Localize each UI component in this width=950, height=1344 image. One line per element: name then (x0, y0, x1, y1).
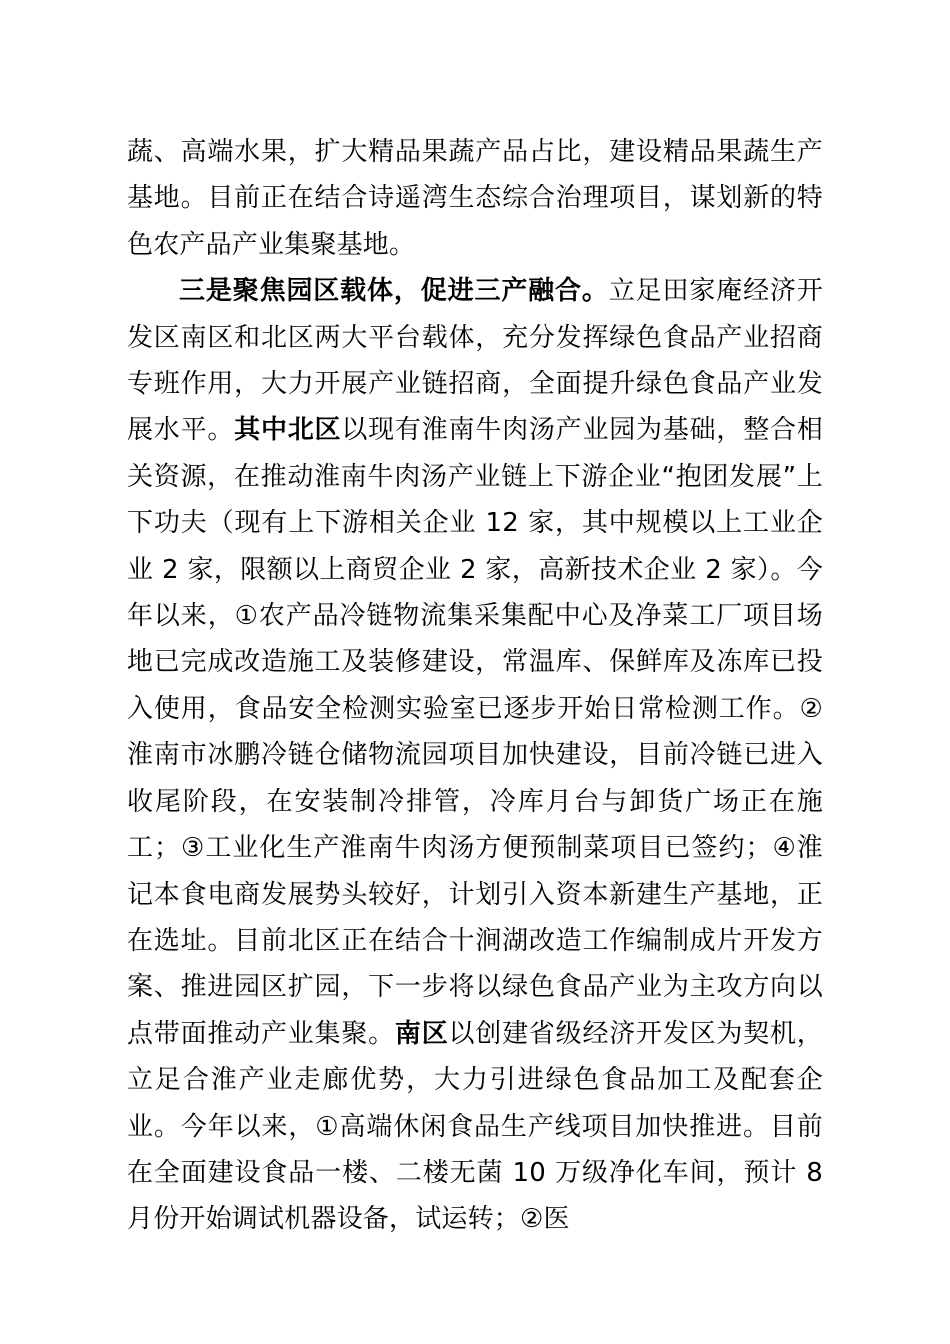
section-heading: 三是聚焦园区载体，促进三产融合。 (179, 276, 609, 307)
section-intro: 立足田家庵经济开发区南区和北区两大平台载体，充分发挥绿色食品产业招商专班作用，大力开展产业链招商，全面提升绿色食品产业发展水平。 (127, 276, 823, 446)
document-body (127, 129, 823, 1243)
paragraph-continuation: 蔬、高端水果，扩大精品果蔬产品占比，建设精品果蔬生产基地。目前正在结合诗遥湾生态综合治理项目，谋划新的特色农产品产业集聚基地。 (127, 137, 823, 260)
north-district-label: 其中北区 (234, 415, 342, 446)
paragraph-park-integration (127, 268, 823, 1243)
south-district-text: 以创建省级经济开发区为契机，立足合淮产业走廊优势，大力引进绿色食品加工及配套企业。今年以来，①高端休闲食品生产线项目加快推进。目前在全面建设食品一楼、二楼无菌 10 万级净化车间，预计 8 月份开始调试机器设备，试运转；②医 (127, 1018, 823, 1235)
north-district-text: 以现有淮南牛肉汤产业园为基础，整合相关资源，在推动淮南牛肉汤产业链上下游企业“抱团发展”上下功夫（现有上下游相关企业 12 家，其中规模以上工业企业 2 家，限额以上商贸企业 2 家，高新技术企业 2 家）。今年以来，①农产品冷链物流集采集配中心及净菜工厂项目场地已完成改造施工及装修建设，常温库、保鲜库及冻库已投入使用，食品安全检测实验室已逐步开始日常检测工作。②淮南市冰鹏冷链仓储物流园项目加快建设，目前冷链已进入收尾阶段，在安装制冷排管，冷库月台与卸货广场正在施工；③工业化生产淮南牛肉汤方便预制菜项目已签约；④淮记本食电商发展势头较好，计划引入资本新建生产基地，正在选址。目前北区正在结合十涧湖改造工作编制成片开发方案、推进园区扩园，下一步将以绿色食品产业为主攻方向以点带面推动产业集聚。 (127, 415, 823, 1049)
south-district-label: 南区 (394, 1018, 449, 1049)
